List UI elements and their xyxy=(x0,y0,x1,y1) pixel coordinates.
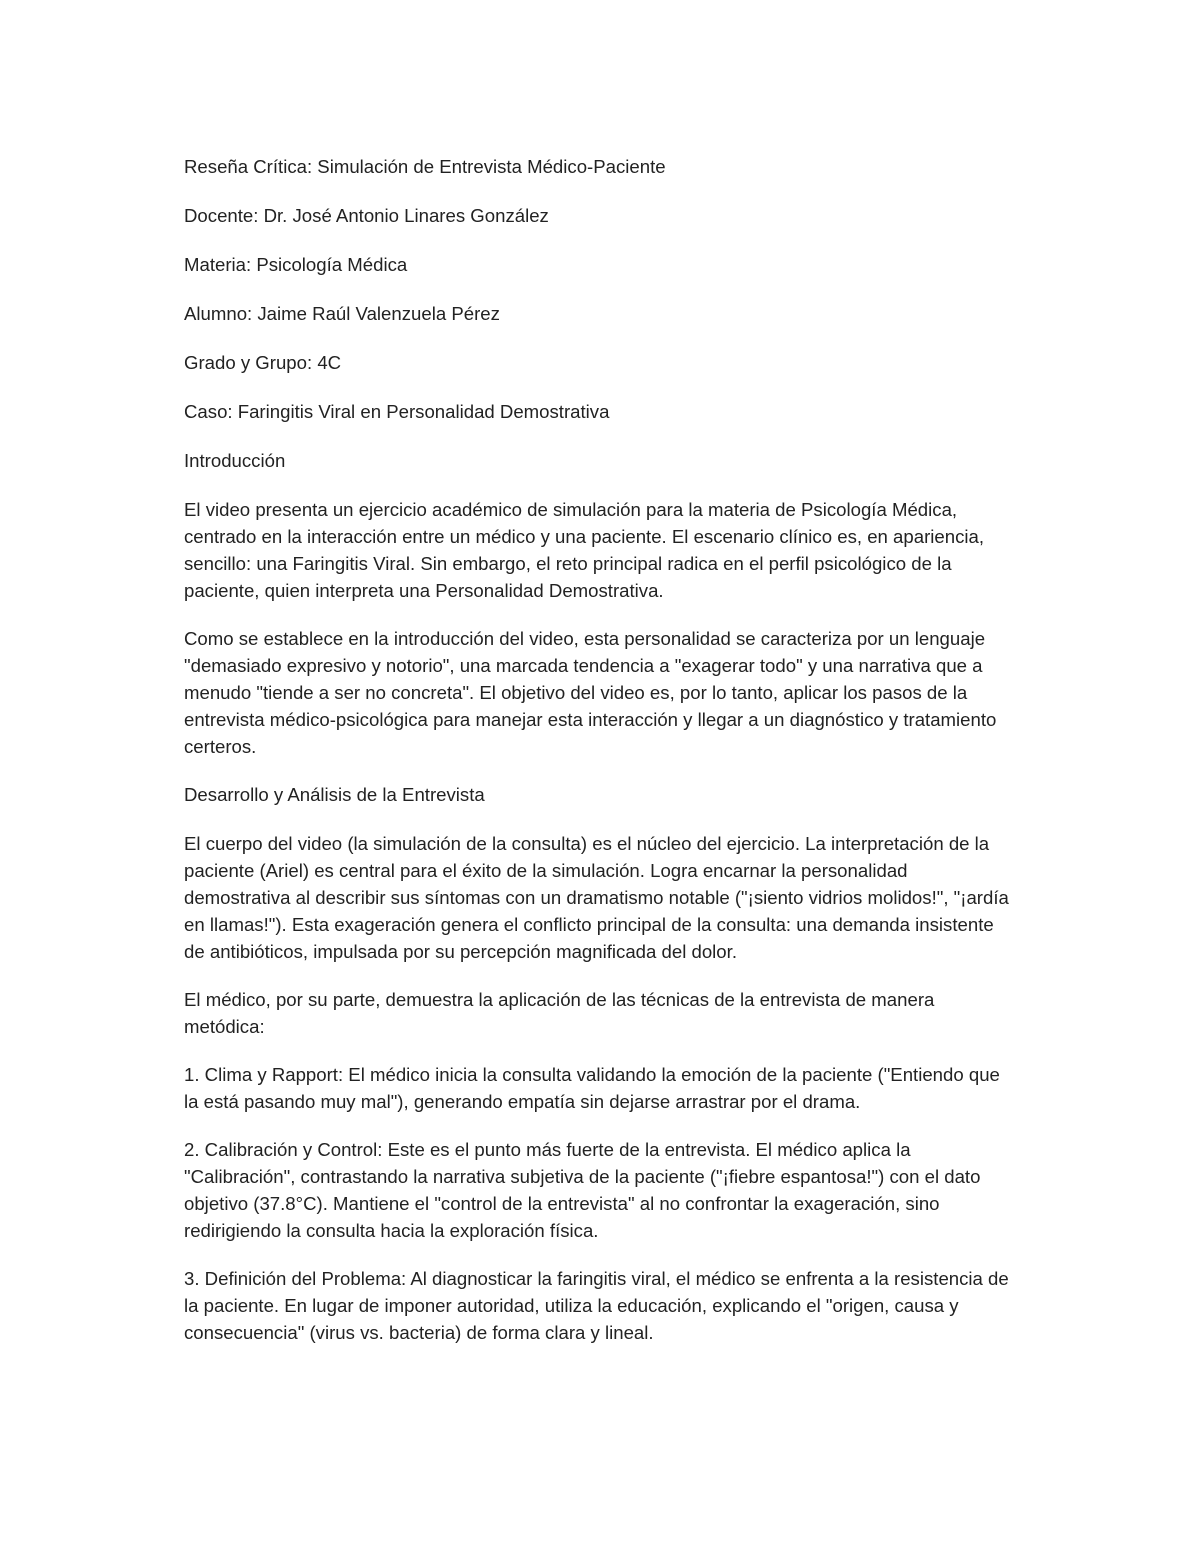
document-title: Reseña Crítica: Simulación de Entrevista Médico-Paciente xyxy=(184,156,666,177)
list-item-clima: 1. Clima y Rapport: El médico inicia la consulta validando la emoción de la paciente ("Entiendo que la está pasando muy mal"), generando empatía sin dejarse arrastrar por el drama. xyxy=(184,1064,1000,1112)
list-item-definicion: 3. Definición del Problema: Al diagnosticar la faringitis viral, el médico se enfrenta a la resistencia de la paciente. En lugar de imponer autoridad, utiliza la educación, explicando el "origen, causa y consecuencia" (virus vs. bacteria) de forma clara y lineal. xyxy=(184,1268,1009,1343)
student-line: Alumno: Jaime Raúl Valenzuela Pérez xyxy=(184,303,500,324)
intro-paragraph-1: El video presenta un ejercicio académico de simulación para la materia de Psicología Médica, centrado en la interacción entre un médico y una paciente. El escenario clínico es, en apariencia, sencillo: una Faringitis Viral. Sin embargo, el reto principal radica en el perfil psicológico de la paciente, quien interpreta una Personalidad Demostrativa. xyxy=(184,499,985,601)
development-paragraph-2: El médico, por su parte, demuestra la aplicación de las técnicas de la entrevista de manera metódica: xyxy=(184,989,935,1037)
intro-paragraph-2: Como se establece en la introducción del video, esta personalidad se caracteriza por un lenguaje "demasiado expresivo y notorio", una marcada tendencia a "exagerar todo" y una narrativa que a menudo "tiende a ser no concreta". El objetivo del video es, por lo tanto, aplicar los pasos de la entrevista médico-psicológica para manejar esta interacción y llegar a un diagnóstico y tratamiento certeros. xyxy=(184,628,997,757)
teacher-line: Docente: Dr. José Antonio Linares González xyxy=(184,205,549,226)
development-heading: Desarrollo y Análisis de la Entrevista xyxy=(184,784,485,805)
subject-line: Materia: Psicología Médica xyxy=(184,254,408,275)
document-body xyxy=(184,153,1016,1367)
grade-line: Grado y Grupo: 4C xyxy=(184,352,342,373)
development-paragraph-1: El cuerpo del video (la simulación de la consulta) es el núcleo del ejercicio. La interpretación de la paciente (Ariel) es central para el éxito de la simulación. Logra encarnar la personalidad demostrativa al describir sus síntomas con un dramatismo notable ("¡siento vidrios molidos!", "¡ardía en llamas!"). Esta exageración genera el conflicto principal de la consulta: una demanda insistente de antibióticos, impulsada por su percepción magnificada del dolor. xyxy=(184,833,1009,962)
case-line: Caso: Faringitis Viral en Personalidad Demostrativa xyxy=(184,401,610,422)
list-item-calibracion: 2. Calibración y Control: Este es el punto más fuerte de la entrevista. El médico aplica la "Calibración", contrastando la narrativa subjetiva de la paciente ("¡fiebre espantosa!") con el dato objetivo (37.8°C). Mantiene el "control de la entrevista" al no confrontar la exageración, sino redirigiendo la consulta hacia la exploración física. xyxy=(184,1139,981,1241)
intro-heading: Introducción xyxy=(184,450,286,471)
